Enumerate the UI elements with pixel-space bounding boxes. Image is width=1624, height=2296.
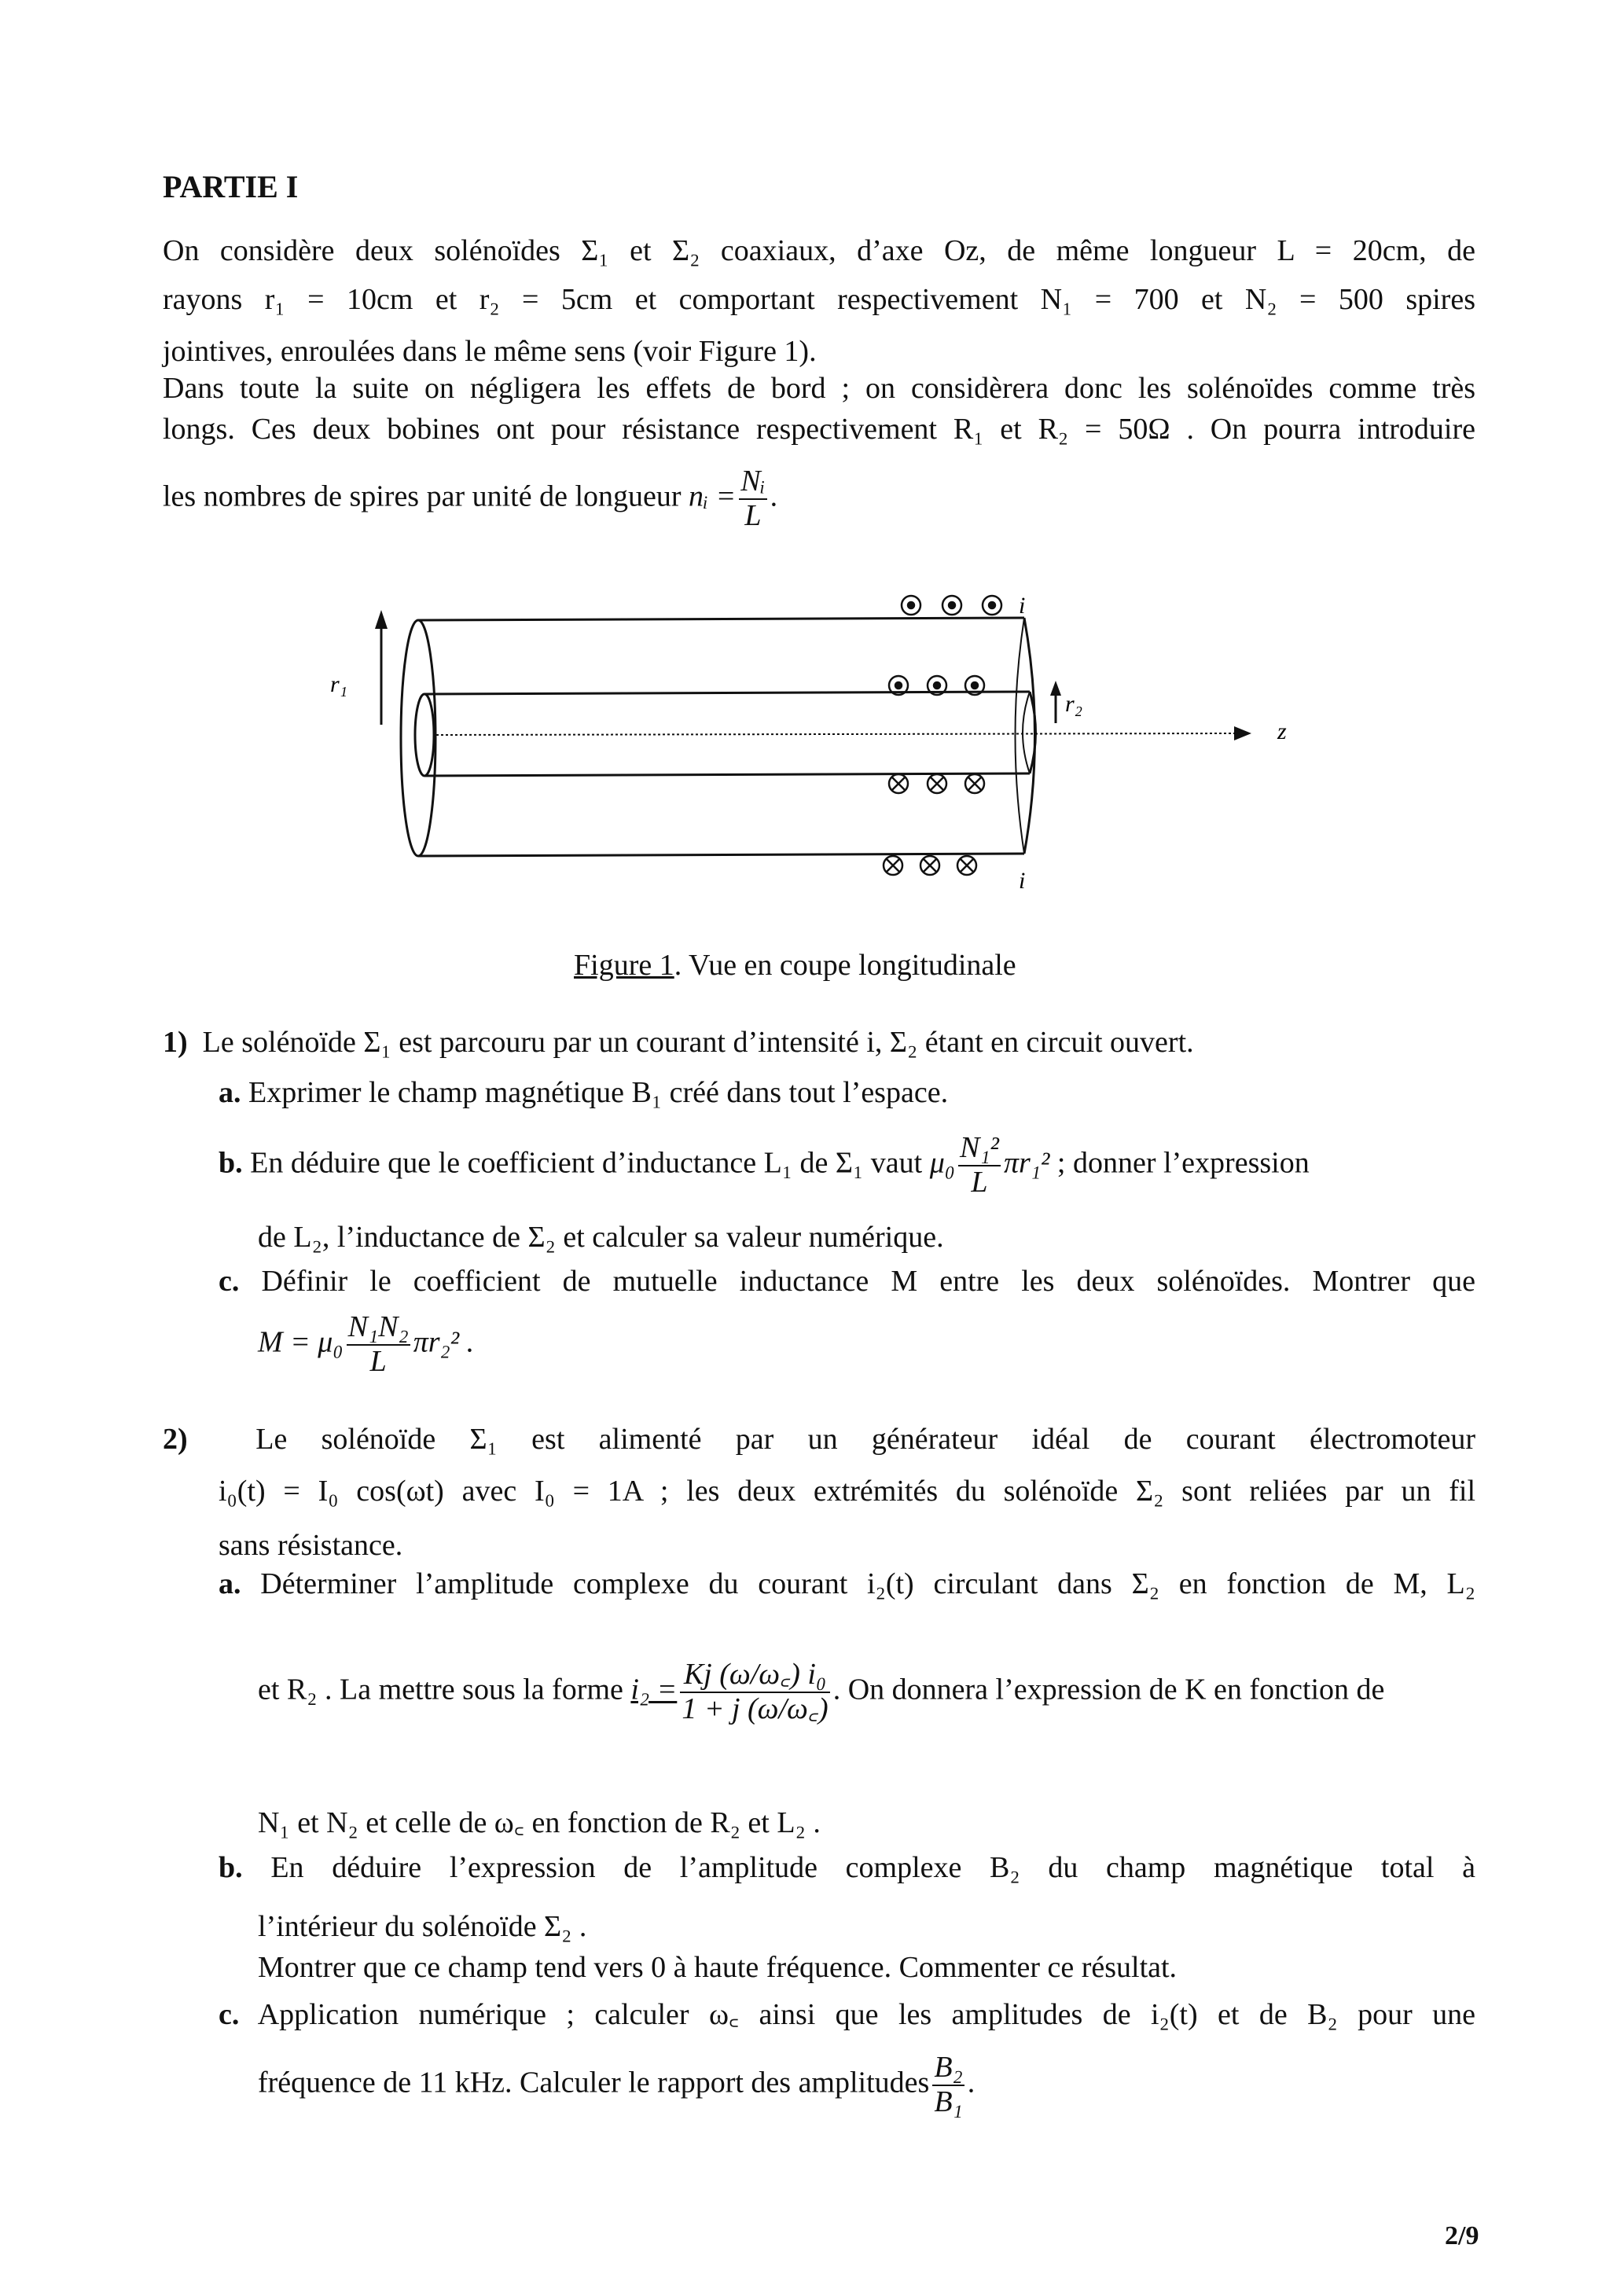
current-label-bottom: i xyxy=(1019,868,1026,894)
current-in-markers xyxy=(884,774,984,875)
z-label: z xyxy=(1277,718,1287,744)
formula-lhs: i₂ = xyxy=(630,1673,678,1706)
question-1c xyxy=(219,1266,1475,1296)
z-arrowhead xyxy=(1234,726,1251,740)
item-text: Définir le coefficient de mutuelle inductance M entre les deux solénoïdes. Montrer que xyxy=(261,1265,1475,1298)
numerator: N₁² xyxy=(958,1132,1001,1166)
item-text: En déduire l’expression de l’amplitude complexe B₂ du champ magnétique total à xyxy=(270,1851,1475,1884)
intro-line: rayons r₁ = 10cm et r₂ = 5cm et comportant respectivement N₁ = 700 et N₂ = 500 spires xyxy=(163,283,1475,316)
mutual-inductance-formula xyxy=(258,1311,474,1379)
question-1b xyxy=(219,1132,1310,1199)
formula-tail: πr₁² xyxy=(1003,1146,1050,1180)
item-text-end: ; donner l’expression xyxy=(1056,1146,1310,1180)
inner-left-ellipse xyxy=(415,694,434,776)
fraction xyxy=(932,2052,964,2119)
section-title: PARTIE I xyxy=(163,169,299,204)
figure-ref: Figure 1 xyxy=(574,949,674,982)
item-text: Exprimer le champ magnétique B₁ créé dans tout l’espace. xyxy=(248,1076,949,1109)
item-label: b. xyxy=(219,1851,243,1884)
question-2-line3: sans résistance. xyxy=(219,1529,403,1562)
question-1a xyxy=(219,1078,948,1108)
item-label: a. xyxy=(219,1076,241,1109)
question-2a-cont: N₁ et N₂ et celle de ω꜀ en fonction de R₂ et L₂ . xyxy=(258,1806,821,1839)
current-label-top: i xyxy=(1019,593,1026,619)
numerator: Kj (ω/ω꜀) i₀ xyxy=(680,1659,829,1693)
r2-label: r₂ xyxy=(1065,691,1083,717)
question-number: 2) xyxy=(163,1423,188,1456)
item-label: b. xyxy=(219,1146,243,1180)
fraction xyxy=(958,1132,1001,1199)
denominator: L xyxy=(369,1344,387,1378)
caption-text: . Vue en coupe longitudinale xyxy=(674,949,1016,982)
item-text: . On donnera l’expression de K en fonction de xyxy=(832,1673,1385,1706)
question-2b xyxy=(219,1853,1475,1883)
r2-arrowhead xyxy=(1050,681,1061,696)
question-2 xyxy=(163,1424,1475,1454)
question-2-line2: i₀(t) = I₀ cos(ωt) avec I₀ = 1A ; les deux extrémités du solénoïde Σ₂ sont reliées par un fil xyxy=(219,1475,1475,1508)
r1-label: r₁ xyxy=(330,671,348,697)
outer-left-ellipse xyxy=(401,620,435,856)
formula-lhs: nᵢ = xyxy=(689,479,737,513)
text: les nombres de spires par unité de longueur xyxy=(163,479,682,513)
intro-line: On considère deux solénoïdes Σ₁ et Σ₂ coaxiaux, d’axe Oz, de même longueur L = 20cm, de xyxy=(163,234,1475,267)
figure-caption xyxy=(574,948,1016,983)
item-text: En déduire que le coefficient d’inductance L₁ de Σ₁ vaut xyxy=(250,1146,923,1180)
question-1b-cont: de L₂, l’inductance de Σ₂ et calculer sa valeur numérique. xyxy=(258,1221,944,1254)
current-out-markers xyxy=(889,596,1001,695)
r1-arrowhead xyxy=(375,610,388,629)
question-2b-cont2: Montrer que ce champ tend vers 0 à haute fréquence. Commenter ce résultat. xyxy=(258,1951,1178,1984)
formula-lhs: M = μ₀ xyxy=(258,1325,344,1359)
question-1 xyxy=(163,1027,1194,1057)
item-label: c. xyxy=(219,1265,240,1298)
fraction xyxy=(347,1311,410,1379)
page-number: 2/9 xyxy=(1445,2221,1479,2250)
item-text: fréquence de 11 kHz. Calculer le rapport des amplitudes xyxy=(258,2066,930,2099)
mu0: μ₀ xyxy=(929,1146,955,1180)
denominator: B₁ xyxy=(934,2085,963,2118)
outer-right-arc xyxy=(1024,618,1035,854)
item-text: Déterminer l’amplitude complexe du courant i₂(t) circulant dans Σ₂ en fonction de M, L₂ xyxy=(260,1567,1475,1600)
question-text: Le solénoïde Σ₁ est alimenté par un générateur idéal de courant électromoteur xyxy=(255,1423,1476,1456)
question-2c-cont xyxy=(258,2052,975,2119)
item-label: a. xyxy=(219,1567,241,1600)
punct: . xyxy=(770,479,778,513)
denominator: L xyxy=(971,1165,988,1199)
question-2b-cont: l’intérieur du solénoïde Σ₂ . xyxy=(258,1910,587,1943)
intro-line: Dans toute la suite on négligera les effets de bord ; on considèrera donc les solénoïdes comme très xyxy=(163,372,1475,405)
intro-line: jointives, enroulées dans le même sens (voir Figure 1). xyxy=(163,335,817,368)
denominator: 1 + j (ω/ω꜀) xyxy=(682,1692,829,1725)
outer-top-line xyxy=(418,618,1024,620)
numerator: B₂ xyxy=(932,2052,964,2086)
numerator: Nᵢ xyxy=(739,465,766,500)
question-text: Le solénoïde Σ₁ est parcouru par un courant d’intensité i, Σ₂ étant en circuit ouvert. xyxy=(202,1026,1194,1059)
question-number: 1) xyxy=(163,1026,188,1059)
question-2a xyxy=(219,1569,1475,1599)
question-2a-form xyxy=(258,1659,1384,1726)
fraction xyxy=(680,1659,829,1726)
item-text: Application numérique ; calculer ω꜀ ainsi que les amplitudes de i₂(t) et de B₂ pour une xyxy=(257,1998,1476,2031)
numerator: N₁N₂ xyxy=(347,1311,410,1346)
solenoid-figure xyxy=(0,0,1624,943)
item-label: c. xyxy=(219,1998,240,2031)
z-axis xyxy=(436,733,1234,735)
question-2c xyxy=(219,2000,1475,2030)
formula-tail: πr₂² . xyxy=(413,1325,475,1359)
punct: . xyxy=(967,2066,976,2099)
item-text: et R₂ . La mettre sous la forme xyxy=(258,1673,623,1706)
intro-line: longs. Ces deux bobines ont pour résistance respectivement R₁ et R₂ = 50Ω . On pourra introduire xyxy=(163,413,1475,446)
denominator: L xyxy=(744,498,762,532)
